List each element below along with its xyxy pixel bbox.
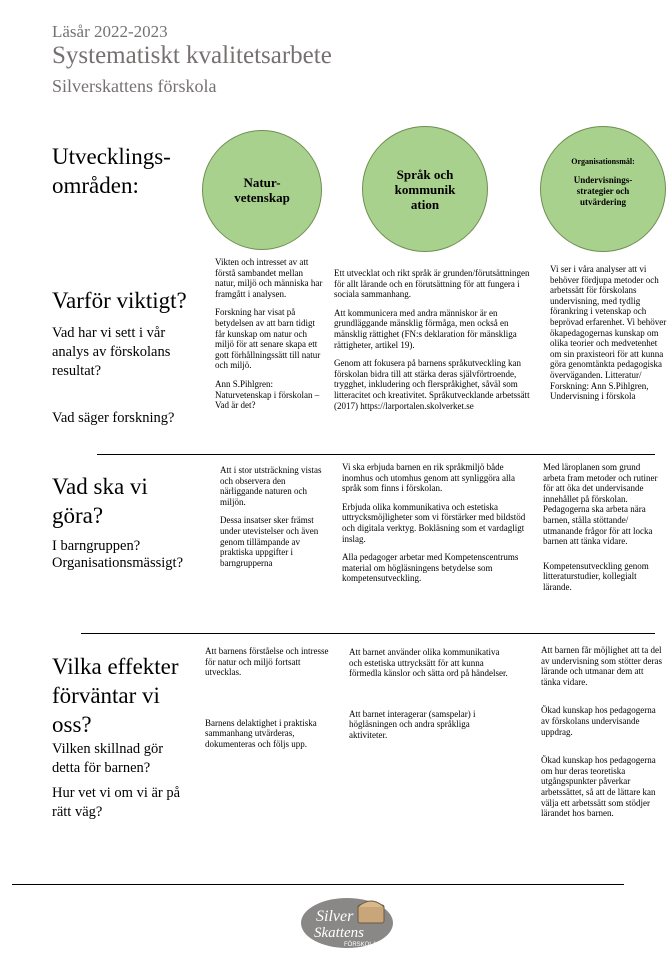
vilka-effekter-heading: Vilka effekter förväntar vi oss? bbox=[52, 654, 179, 737]
divider-1 bbox=[97, 454, 655, 455]
svg-text:Skattens: Skattens bbox=[314, 925, 364, 941]
circle-organisationsmal: Organisationsmål: Undervisnings-strategier och utvärdering bbox=[540, 126, 666, 252]
svg-text:Silver: Silver bbox=[316, 908, 354, 925]
circle-sprak-kommunikation: Språk och kommunik ation bbox=[362, 126, 488, 252]
row3-cell-natur: Att barnens förståelse och intresse för natur och miljö fortsatt utvecklas. Barnens delaktighet i praktiska sammanhang utvärderas, dokumenteras och följs upp. bbox=[205, 646, 329, 749]
effekter-question-skillnad: Vilken skillnad gör detta för barnen? bbox=[52, 741, 164, 776]
vad-ska-vi-gora-heading: Vad ska vi göra? bbox=[52, 474, 148, 528]
divider-2 bbox=[81, 633, 655, 634]
row1-cell-sprak: Ett utvecklat och rikt språk är grunden/förutsättningen för allt lärande och en förutsättning för att fungera i sociala sammanhang. Att kommunicera med andra människor är en grundläggande mänsklig förmåga, men också en mänsklig rättighet (FN:s deklaration för mänskliga rättigheter, artikel 19). Genom att fokusera på barnens språkutveckling kan förskolan bidra till att stärka deras självförtroende, trygghet, inkludering och flerspråkighet, såväl som litteracitet och kreativitet. Språkutvecklande arbetssätt (2017) https://larportalen.skolverket.se bbox=[334, 268, 530, 411]
circle-naturvetenskap: Natur- vetenskap bbox=[202, 130, 322, 250]
page-subtitle: Silverskattens förskola bbox=[52, 76, 217, 96]
school-year: Läsår 2022-2023 bbox=[52, 22, 168, 41]
effekter-question-ratt-vag: Hur vet vi om vi är på rätt väg? bbox=[52, 785, 181, 820]
vad-question-organisation: Organisationsmässigt? bbox=[52, 555, 184, 571]
svg-text:FÖRSKOLA: FÖRSKOLA bbox=[344, 942, 377, 948]
vad-question-barngruppen: I barngruppen? bbox=[52, 538, 141, 554]
row3-cell-organisation: Att barnen får möjlighet att ta del av undervisning som stötter deras lärande och utmanar dem att tänka vidare. Ökad kunskap hos pedagogerna av förskolans undervisande uppdrag. Ökad kunskap hos pedagogerna om hur deras teoretiska utgångspunkter påverkar arbetssättet, så att de lättare kan välja ett arbetssätt som stödjer lärandet hos barnen. bbox=[541, 645, 662, 819]
row3-cell-sprak: Att barnet använder olika kommunikativa och estetiska uttrycksätt för att kunna förmedla känslor och sätta ord på händelser. Att barnet interagerar (samspelar) i högläsningen och andra språkliga aktiviteter. bbox=[349, 647, 508, 740]
row2-cell-organisation: Med läroplanen som grund arbeta fram metoder och rutiner för att öka det undervisande innehållet på förskolan. Pedagogerna ska arbeta nära barnen, ställa stöttande/ utmanande frågor för att locka barnen att tänka vidare. Kompetensutveckling genom litteraturstudier, kollegialt lärande. bbox=[543, 462, 658, 592]
row1-cell-natur: Vikten och intresset av att förstå sambandet mellan natur, miljö och människa har framgått i analysen. Forskning har visat på betydelsen av att barn tidigt får kunskap om natur och miljö för att senare skapa ett gott förhållningssätt till natur och miljö. Ann S.Pihlgren: Naturvetenskap i förskolan – Vad är det? bbox=[215, 257, 323, 411]
row1-cell-organisation: Vi ser i våra analyser att vi behöver fördjupa metoder och arbetssätt för förskolans undervisning, med tydlig förankring i vetenskap och beprövad erfarenhet. Vi behöver ökapedagogernas kunskap om olika teorier och medvetenhet om sin praxisteori för att kunna göra genomtänkta pedagogiska överväganden. Litteratur/ Forskning: Ann S.Pihlgren, Undervisning i förskola bbox=[550, 264, 667, 402]
varfor-question-analys: Vad har vi sett i vår analys av förskolans resultat? bbox=[52, 325, 171, 379]
row2-cell-natur: Att i stor utsträckning vistas och observera den närliggande naturen och miljön. Dessa insatser sker främst under utevistelser och även genom tillämpande av praktiska uppgifter i barngrupperna bbox=[220, 465, 322, 568]
page-title: Systematiskt kvalitetsarbete bbox=[52, 42, 332, 69]
silverskattens-logo bbox=[300, 893, 394, 949]
divider-bottom bbox=[12, 884, 624, 885]
row2-cell-sprak: Vi ska erbjuda barnen en rik språkmiljö både inomhus och utomhus genom att synliggöra alla språk som finns i förskolan. Erbjuda olika kommunikativa och estetiska uttrycksmöjligheter som vi förstärker med bildstöd och digitala verktyg. Bokläsning som et vardagligt inslag. Alla pedagoger arbetar med Kompetenscentrums material om högläsningens betydelse som kompetensutveckling. bbox=[342, 462, 526, 584]
varfor-question-forskning: Vad säger forskning? bbox=[52, 410, 175, 426]
varfor-viktigt-heading: Varför viktigt? bbox=[52, 288, 187, 313]
utvecklingsomraden-heading: Utvecklings- områden: bbox=[52, 144, 171, 198]
